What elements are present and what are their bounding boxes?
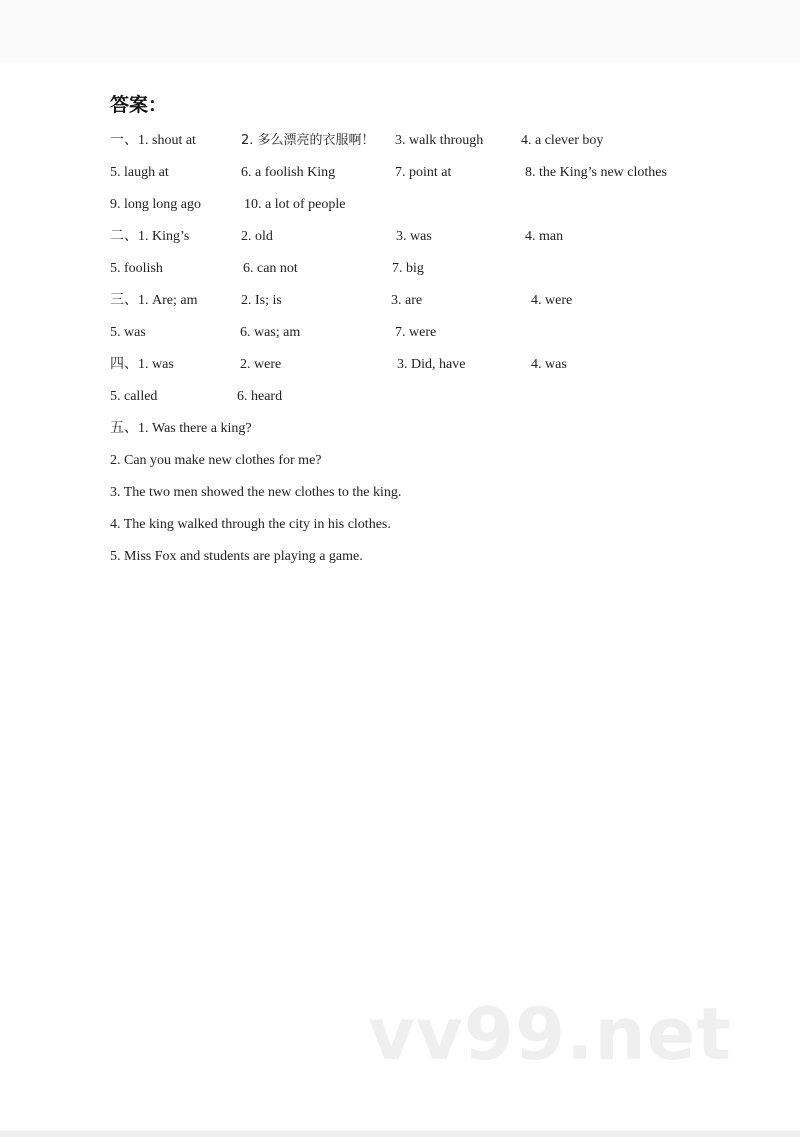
answer-sentence: 5. Miss Fox and students are playing a game. <box>110 549 363 564</box>
answer-item: 7. point at <box>395 165 452 180</box>
answer-row <box>0 388 800 412</box>
answer-sentence: 五、1. Was there a king? <box>110 421 252 436</box>
answer-item: 4. a clever boy <box>521 133 604 148</box>
answer-item: 二、1. King’s <box>110 229 190 244</box>
answer-item: 3. walk through <box>395 133 484 148</box>
page-bottom-edge <box>0 1131 800 1137</box>
answer-item: 5. foolish <box>110 261 163 276</box>
answer-item: 4. was <box>531 357 567 372</box>
answer-row <box>0 132 800 156</box>
watermark: vv99.net <box>368 992 732 1076</box>
answer-item: 4. were <box>531 293 573 308</box>
answer-item: 6. heard <box>237 389 283 404</box>
answer-item: 2. Is; is <box>241 293 282 308</box>
answer-row <box>0 356 800 380</box>
answer-item: 2. were <box>240 357 282 372</box>
answer-sentence: 4. The king walked through the city in his clothes. <box>110 517 391 532</box>
answer-row <box>0 196 800 220</box>
answer-sentence: 2. Can you make new clothes for me? <box>110 453 322 468</box>
answer-item: 5. called <box>110 389 158 404</box>
answer-row <box>0 164 800 188</box>
answer-row <box>0 324 800 348</box>
answer-sentence: 3. The two men showed the new clothes to the king. <box>110 485 402 500</box>
answer-item: 7. big <box>392 261 424 276</box>
answer-item: 一、1. shout at <box>110 133 196 148</box>
top-margin <box>0 0 800 62</box>
answer-row <box>0 292 800 316</box>
answer-item: 4. man <box>525 229 564 244</box>
answer-item: 7. were <box>395 325 437 340</box>
answer-item: 6. can not <box>243 261 298 276</box>
answer-item: 四、1. was <box>110 357 174 372</box>
answer-item: 5. was <box>110 325 146 340</box>
document-page <box>0 62 800 1132</box>
answer-item: 6. a foolish King <box>241 165 336 180</box>
answer-item: 10. a lot of people <box>244 197 346 212</box>
answer-row <box>0 228 800 252</box>
answer-item: 6. was; am <box>240 325 301 340</box>
answer-item: 3. are <box>391 293 423 308</box>
answers-heading: 答案： <box>110 94 168 116</box>
answer-item: 9. long long ago <box>110 197 201 212</box>
answer-item: 3. Did, have <box>397 357 466 372</box>
answer-item: 三、1. Are; am <box>110 293 198 308</box>
answer-row <box>0 260 800 284</box>
answer-item: 2. 多么漂亮的衣服啊！ <box>241 133 375 148</box>
answer-item: 3. was <box>396 229 432 244</box>
answer-item: 5. laugh at <box>110 165 169 180</box>
answer-item: 8. the King’s new clothes <box>525 165 667 180</box>
answer-item: 2. old <box>241 229 273 244</box>
